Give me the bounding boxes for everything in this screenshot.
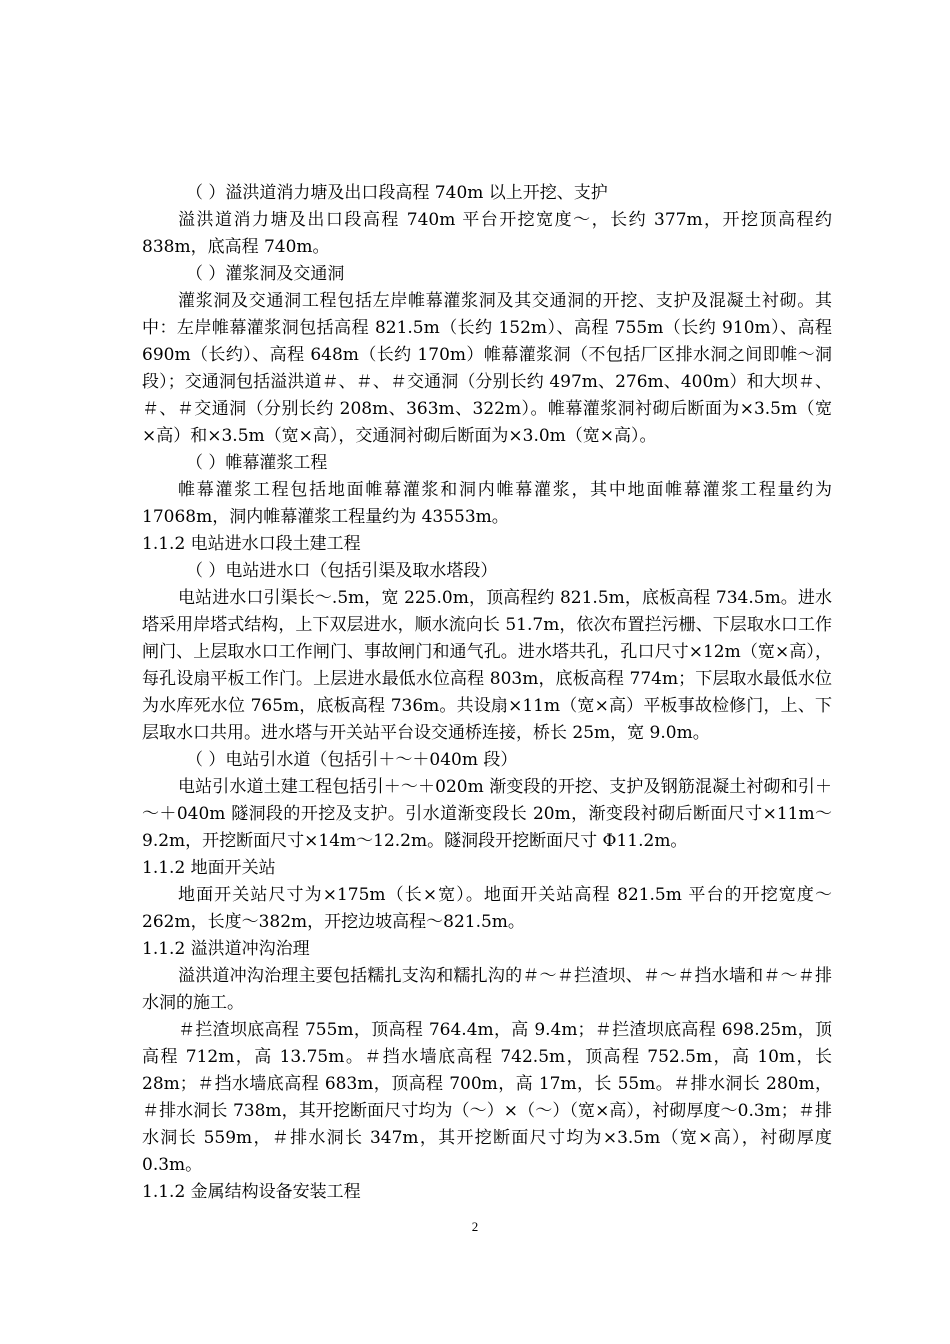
section-heading-metal-structures: 1.1.2 金属结构设备安装工程 bbox=[142, 1182, 361, 1202]
paragraph-switchyard: 地面开关站尺寸为×175m（长×宽）。地面开关站高程 821.5m 平台的开挖宽度～262m，长度～382m，开挖边坡高程～821.5m。 bbox=[142, 885, 832, 932]
heading-grouting-tunnels: （ ）灌浆洞及交通洞 bbox=[186, 264, 345, 284]
page-number: 2 bbox=[471, 1219, 479, 1234]
heading-curtain-grouting: （ ）帷幕灌浆工程 bbox=[186, 453, 328, 473]
heading-headrace: （ ）电站引水道（包括引＋～＋040m 段） bbox=[186, 750, 518, 770]
section-heading-switchyard: 1.1.2 地面开关站 bbox=[142, 858, 276, 878]
paragraph-power-intake: 电站进水口引渠长～.5m，宽 225.0m，顶高程约 821.5m，底板高程 734.5m。进水塔采用岸塔式结构，上下双层进水，顺水流向长 51.7m，依次布置拦污栅、下层取水口工作闸门、上层取水口工作闸门、事故闸门和通气孔。进水塔共孔，孔口尺寸×12m（宽×高），每孔设扇平板工作门。上层进水最低水位高程 803m，底板高程 774m；下层取水最低水位为水库死水位 765m，底板高程 736m。共设扇×11m（宽×高）平板事故检修门，上、下层取水口共用。进水塔与开关站平台设交通桥连接，桥长 25m，宽 9.0m。 bbox=[142, 588, 832, 743]
paragraph-curtain-grouting: 帷幕灌浆工程包括地面帷幕灌浆和洞内帷幕灌浆，其中地面帷幕灌浆工程量约为 17068m，洞内帷幕灌浆工程量约为 43553m。 bbox=[142, 480, 832, 527]
section-heading-gully-treatment: 1.1.2 溢洪道冲沟治理 bbox=[142, 939, 310, 959]
document-body bbox=[142, 180, 832, 1206]
paragraph-spillway-stilling-basin: 溢洪道消力塘及出口段高程 740m 平台开挖宽度～，长约 377m，开挖顶高程约 838m，底高程 740m。 bbox=[142, 210, 832, 257]
section-heading-intake-civil: 1.1.2 电站进水口段土建工程 bbox=[142, 534, 361, 554]
heading-spillway-stilling-basin: （ ）溢洪道消力塘及出口段高程 740m 以上开挖、支护 bbox=[186, 183, 608, 203]
paragraph-gully-treatment: 溢洪道冲沟治理主要包括糯扎支沟和糯扎沟的＃～＃拦渣坝、＃～＃挡水墙和＃～＃排水洞的施工。 bbox=[142, 966, 832, 1013]
paragraph-headrace: 电站引水道土建工程包括引＋～＋020m 渐变段的开挖、支护及钢筋混凝土衬砌和引＋～＋040m 隧洞段的开挖及支护。引水道渐变段长 20m，渐变段衬砌后断面尺寸×11m～9.2m，开挖断面尺寸×14m～12.2m。隧洞段开挖断面尺寸 Φ11.2m。 bbox=[142, 777, 832, 851]
paragraph-grouting-tunnels: 灌浆洞及交通洞工程包括左岸帷幕灌浆洞及其交通洞的开挖、支护及混凝土衬砌。其中：左岸帷幕灌浆洞包括高程 821.5m（长约 152m）、高程 755m（长约 910m）、高程 690m（长约）、高程 648m（长约 170m）帷幕灌浆洞（不包括厂区排水洞之间即帷～洞段）；交通洞包括溢洪道＃、＃、＃交通洞（分别长约 497m、276m、400m）和大坝＃、＃、＃交通洞（分别长约 208m、363m、322m）。帷幕灌浆洞衬砌后断面为×3.5m（宽×高）和×3.5m（宽×高），交通洞衬砌后断面为×3.0m（宽×高）。 bbox=[142, 291, 832, 446]
heading-power-intake: （ ）电站进水口（包括引渠及取水塔段） bbox=[186, 561, 498, 581]
paragraph-gully-dimensions: ＃拦渣坝底高程 755m，顶高程 764.4m，高 9.4m；＃拦渣坝底高程 698.25m，顶高程 712m，高 13.75m。＃挡水墙底高程 742.5m，顶高程 752.5m，高 10m，长 28m；＃挡水墙底高程 683m，顶高程 700m，高 17m，长 55m。＃排水洞长 280m，＃排水洞长 738m，其开挖断面尺寸均为（～）×（～）（宽×高），衬砌厚度～0.3m；＃排水洞长 559m，＃排水洞长 347m，其开挖断面尺寸均为×3.5m（宽×高），衬砌厚度 0.3m。 bbox=[142, 1020, 832, 1175]
